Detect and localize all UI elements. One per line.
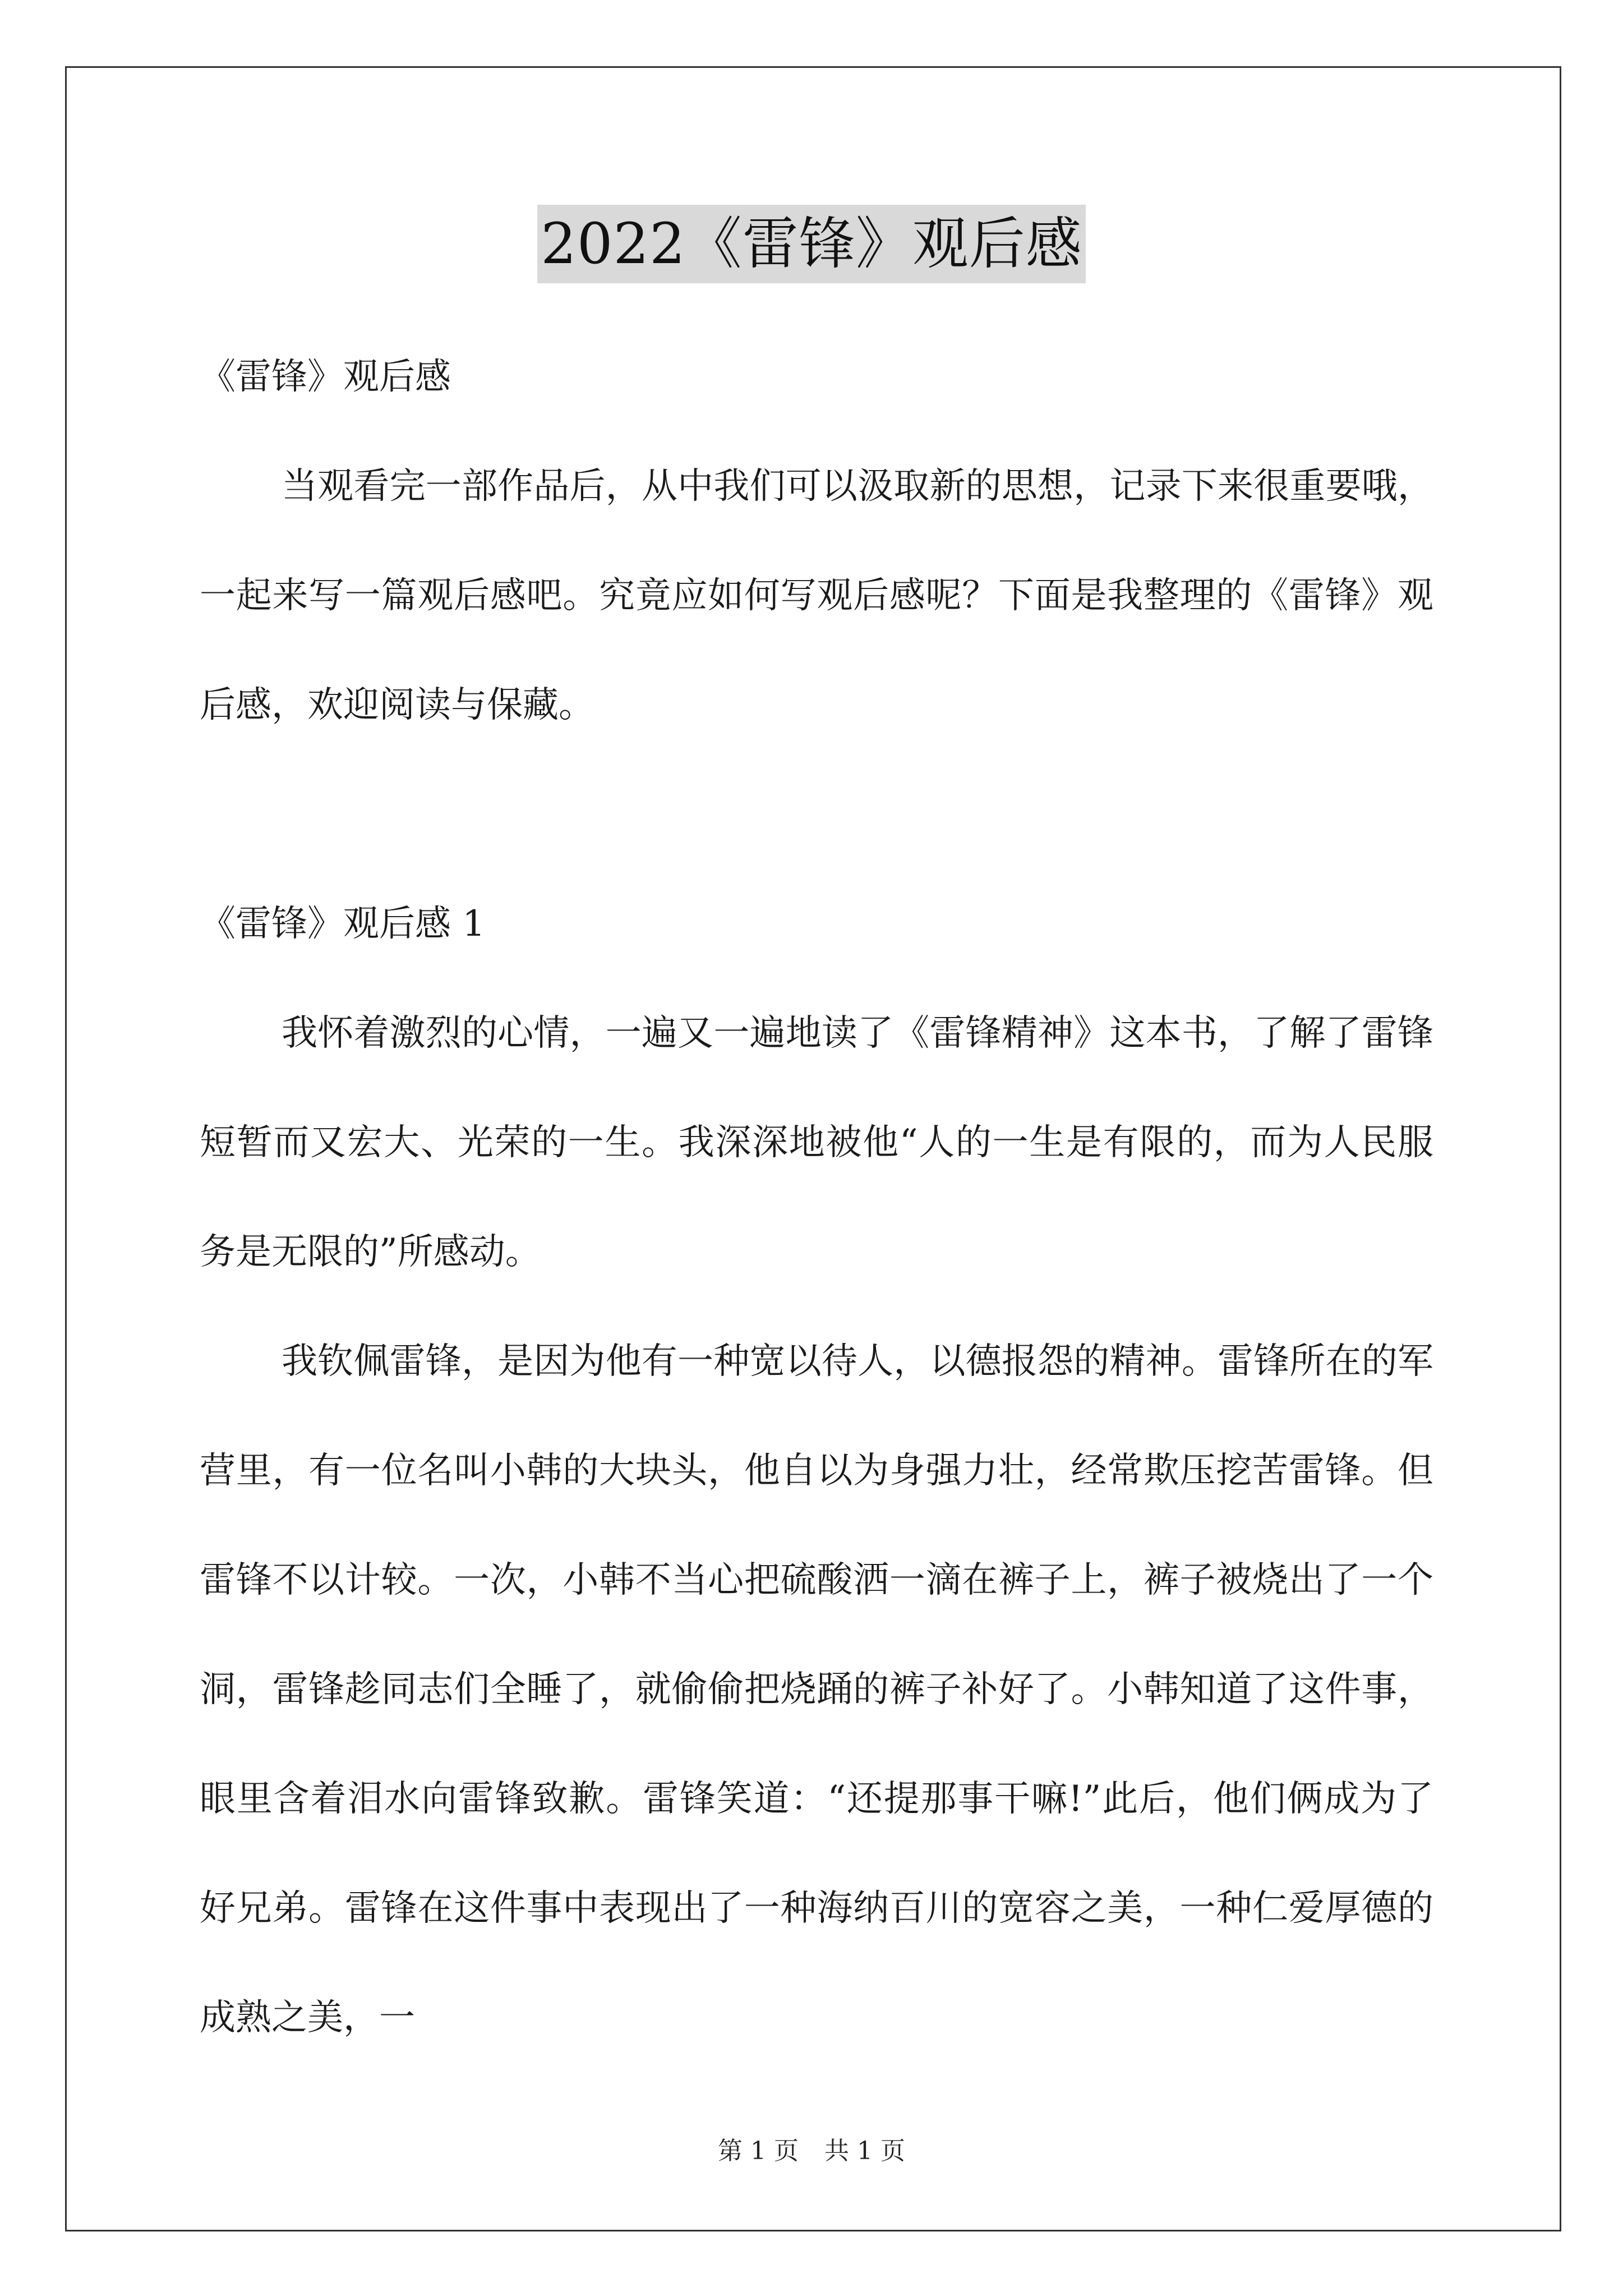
intro-paragraph: 当观看完一部作品后，从中我们可以汲取新的思想，记录下来很重要哦，一起来写一篇观后感吧。究竟应如何写观后感呢？下面是我整理的《雷锋》观后感，欢迎阅读与保藏。 bbox=[200, 466, 1433, 726]
section-spacer bbox=[200, 760, 1433, 869]
section1-paragraph-1: 我怀着激烈的心情，一遍又一遍地读了《雷锋精神》这本书，了解了雷锋短暂而又宏大、光荣的一生。我深深地被他“人的一生是有限的，而为人民服务是无限的”所感动。 bbox=[200, 1013, 1433, 1273]
intro-heading: 《雷锋》观后感 bbox=[200, 356, 451, 398]
section1-paragraph-2: 我钦佩雷锋，是因为他有一种宽以待人，以德报怨的精神。雷锋所在的军营里，有一位名叫小韩的大块头，他自以为身强力壮，经常欺压挖苦雷锋。但雷锋不以计较。一次，小韩不当心把硫酸洒一滴在裤子上，裤子被烧出了一个洞，雷锋趁同志们全睡了，就偷偷把烧踊的裤子补好了。小韩知道了这件事，眼里含着泪水向雷锋致歉。雷锋笑道：“还提那事干嘛!”此后，他们俩成为了好兄弟。雷锋在这件事中表现出了一种海纳百川的宽容之美，一种仁爱厚德的成熟之美，一 bbox=[200, 1341, 1433, 2039]
title-wrap bbox=[0, 205, 1623, 283]
document-title: 2022《雷锋》观后感 bbox=[537, 205, 1086, 283]
document-body bbox=[200, 323, 1433, 2073]
page-total: 共 1 页 bbox=[824, 2137, 905, 2165]
page-number: 第 1 页 bbox=[718, 2137, 799, 2165]
page-footer bbox=[0, 2134, 1623, 2168]
section1-heading: 《雷锋》观后感 1 bbox=[200, 903, 486, 945]
